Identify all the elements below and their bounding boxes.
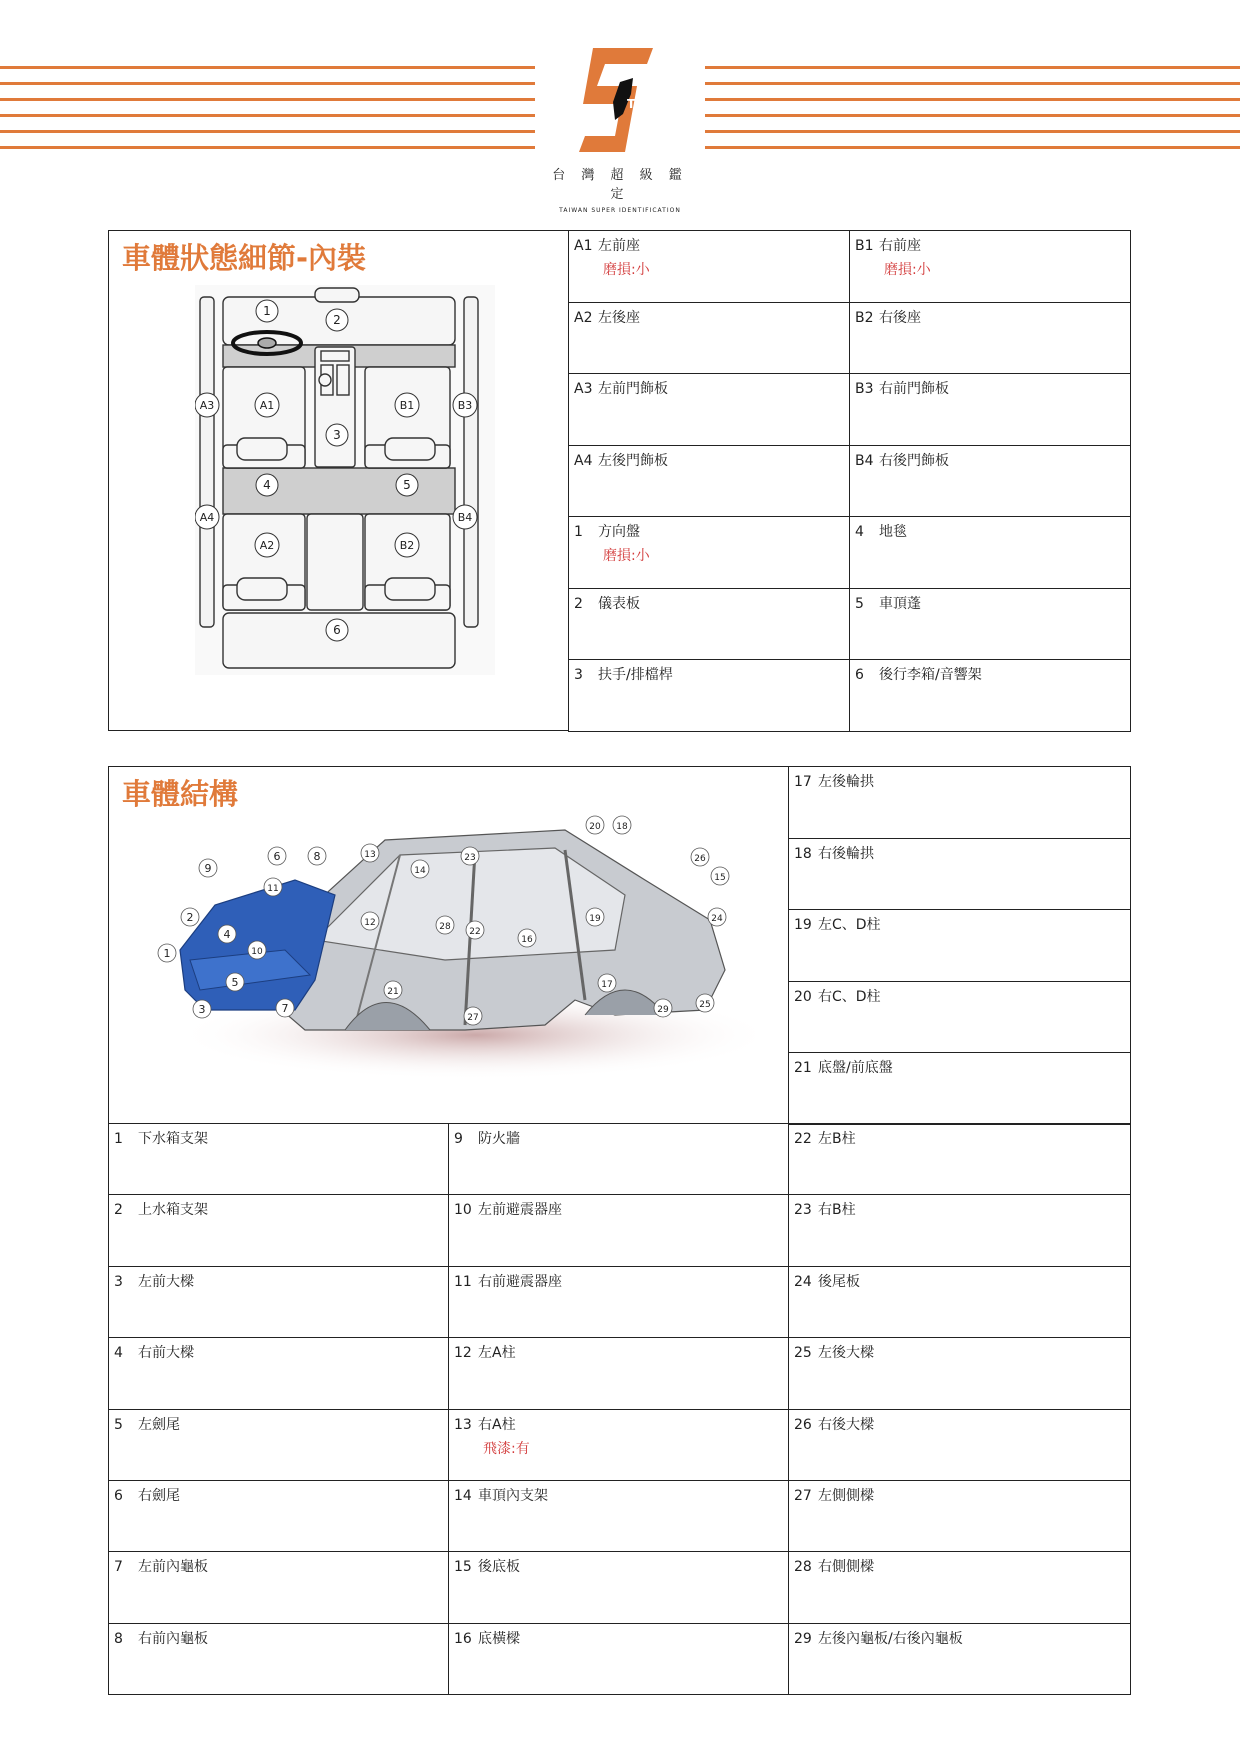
inspection-item (574, 521, 843, 541)
inspection-cell (789, 1266, 1131, 1337)
structure-marker-23 (461, 847, 479, 865)
item-label: 左前大樑 (138, 1273, 194, 1290)
svg-text:6: 6 (273, 850, 281, 863)
inspection-cell (569, 445, 850, 517)
interior-marker-a4 (195, 505, 219, 529)
item-label: 左劍尾 (138, 1416, 180, 1433)
svg-text:28: 28 (439, 922, 451, 932)
interior-marker-b1 (395, 393, 419, 417)
item-label: 右B柱 (818, 1202, 856, 1219)
inspection-cell (109, 1623, 449, 1694)
interior-marker-a2 (255, 533, 279, 557)
svg-text:B3: B3 (457, 399, 473, 412)
inspection-item (855, 521, 1124, 541)
table-row (569, 660, 1131, 732)
item-label: 右側側樑 (818, 1559, 874, 1576)
logo-name-en: TAIWAN SUPER IDENTIFICATION (559, 207, 681, 214)
item-number: 13 (454, 1416, 472, 1433)
inspection-cell (789, 1552, 1131, 1623)
svg-text:19: 19 (589, 914, 601, 924)
table-row (569, 588, 1131, 660)
item-number: 9 (454, 1131, 463, 1147)
inspection-item (794, 843, 1124, 863)
table-row (569, 231, 1131, 303)
svg-text:21: 21 (387, 987, 399, 997)
inspection-cell (789, 910, 1131, 982)
inspection-item (855, 235, 1124, 255)
inspection-cell (109, 1552, 449, 1623)
svg-text:17: 17 (601, 980, 613, 990)
structure-marker-24 (708, 908, 726, 926)
inspection-item (454, 1628, 782, 1648)
item-number: B1 (855, 238, 874, 254)
table-row (109, 1552, 1131, 1623)
svg-text:25: 25 (699, 1000, 711, 1010)
structure-marker-6 (268, 847, 286, 865)
item-number: 10 (454, 1202, 472, 1219)
inspection-item (855, 593, 1124, 613)
inspection-item (454, 1556, 782, 1576)
inspection-item (574, 235, 843, 255)
inspection-item (454, 1342, 782, 1362)
inspection-item (574, 664, 843, 684)
inspection-cell (109, 1480, 449, 1551)
structure-marker-21 (384, 981, 402, 999)
item-label: 上水箱支架 (138, 1202, 208, 1219)
table-row (789, 981, 1131, 1053)
damage-note: 磨損:小 (884, 262, 931, 278)
item-number: 12 (454, 1345, 472, 1362)
item-number: 7 (114, 1559, 123, 1576)
item-label: 左C、D柱 (818, 917, 881, 933)
item-label: 左前內龜板 (138, 1559, 208, 1576)
inspection-cell (789, 1195, 1131, 1266)
item-label: 左A柱 (478, 1345, 516, 1362)
table-row (109, 1623, 1131, 1694)
item-label: 左側側樑 (818, 1487, 874, 1504)
inspection-item (855, 378, 1124, 398)
item-number: 22 (794, 1131, 812, 1147)
inspection-item (855, 450, 1124, 470)
svg-text:12: 12 (364, 918, 376, 928)
interior-marker-b2 (395, 533, 419, 557)
item-label: 右後輪拱 (818, 845, 874, 862)
item-number: 6 (114, 1487, 123, 1504)
item-label: 左前門飾板 (598, 381, 668, 397)
item-label: 儀表板 (598, 595, 640, 612)
svg-text:13: 13 (364, 850, 376, 860)
interior-marker-5 (396, 474, 418, 496)
structure-section-title: 車體結構 (122, 777, 239, 811)
structure-marker-5 (226, 973, 244, 991)
inspection-item (114, 1556, 442, 1576)
svg-text:10: 10 (251, 947, 263, 957)
item-number: 23 (794, 1202, 812, 1219)
structure-marker-8 (308, 847, 326, 865)
item-number: 5 (114, 1416, 123, 1433)
structure-marker-26 (691, 848, 709, 866)
inspection-cell (449, 1195, 789, 1266)
header-stripes-left (0, 66, 535, 162)
item-number: 19 (794, 917, 812, 933)
inspection-cell (449, 1338, 789, 1409)
svg-text:4: 4 (223, 928, 231, 941)
inspection-item (794, 986, 1124, 1006)
inspection-cell (789, 767, 1131, 839)
item-label: 車頂內支架 (478, 1487, 548, 1504)
item-label: 右前門飾板 (879, 381, 949, 397)
inspection-item (855, 664, 1124, 684)
item-number: 28 (794, 1559, 812, 1576)
item-label: 右前避震器座 (478, 1273, 562, 1290)
inspection-item (454, 1128, 782, 1148)
inspection-cell (449, 1480, 789, 1551)
inspection-item (574, 450, 843, 470)
inspection-cell (850, 445, 1131, 517)
item-number: 24 (794, 1273, 812, 1290)
interior-marker-b3 (453, 393, 477, 417)
inspection-item (574, 593, 843, 613)
inspection-cell (850, 588, 1131, 660)
item-number: B4 (855, 452, 874, 469)
inspection-cell (789, 1409, 1131, 1480)
item-label: 右前座 (879, 238, 921, 254)
item-label: 左後內龜板/右後內龜板 (818, 1630, 963, 1647)
svg-text:7: 7 (281, 1002, 289, 1015)
svg-text:A1: A1 (259, 399, 275, 412)
item-number: 20 (794, 988, 812, 1005)
interior-marker-3 (326, 424, 348, 446)
item-label: 左B柱 (818, 1131, 856, 1147)
svg-text:1: 1 (263, 304, 271, 318)
table-row (789, 910, 1131, 982)
inspection-item (114, 1128, 442, 1148)
item-label: 右前內龜板 (138, 1630, 208, 1647)
table-row (789, 838, 1131, 910)
svg-text:A3: A3 (199, 399, 215, 412)
inspection-item (114, 1414, 442, 1434)
item-number: A2 (574, 309, 593, 326)
item-number: 16 (454, 1630, 472, 1647)
item-label: 左前避震器座 (478, 1202, 562, 1219)
svg-text:20: 20 (589, 822, 601, 832)
svg-text:14: 14 (414, 866, 426, 876)
item-label: 左後座 (598, 309, 640, 326)
interior-layout-diagram (195, 285, 495, 675)
inspection-cell (850, 660, 1131, 732)
damage-note: 磨損:小 (603, 262, 650, 278)
svg-text:29: 29 (657, 1005, 669, 1015)
logo-name-cn: 台 灣 超 級 鑑 定 (552, 168, 688, 202)
item-label: 扶手/排檔桿 (598, 667, 673, 683)
inspection-cell (109, 1338, 449, 1409)
item-number: A3 (574, 381, 593, 397)
svg-text:24: 24 (711, 914, 723, 924)
svg-text:4: 4 (263, 478, 271, 492)
inspection-cell (850, 517, 1131, 589)
svg-text:TSI: TSI (627, 97, 649, 111)
inspection-cell (789, 838, 1131, 910)
svg-text:23: 23 (464, 853, 476, 863)
svg-text:A2: A2 (259, 539, 275, 552)
damage-note: 磨損:小 (603, 548, 650, 564)
svg-text:8: 8 (313, 850, 321, 863)
inspection-cell (109, 1195, 449, 1266)
inspection-item (794, 1414, 1124, 1434)
item-number: 3 (114, 1273, 123, 1290)
structure-marker-11 (264, 878, 282, 896)
inspection-item (794, 1199, 1124, 1219)
inspection-cell (850, 231, 1131, 303)
inspection-cell (109, 1266, 449, 1337)
svg-text:3: 3 (198, 1003, 206, 1016)
svg-text:26: 26 (694, 854, 706, 864)
table-row (569, 517, 1131, 589)
item-number: 11 (454, 1273, 472, 1290)
item-label: 下水箱支架 (138, 1131, 208, 1147)
svg-text:5: 5 (403, 478, 411, 492)
header-stripes-right (705, 66, 1240, 162)
svg-text:15: 15 (714, 873, 726, 883)
inspection-cell (109, 1124, 449, 1195)
item-label: 右C、D柱 (818, 988, 881, 1005)
item-number: 3 (574, 667, 583, 683)
item-label: 右A柱 (478, 1416, 516, 1433)
table-row (109, 1266, 1131, 1337)
item-label: 左後大樑 (818, 1345, 874, 1362)
interior-marker-1 (256, 300, 278, 322)
inspection-cell (569, 374, 850, 446)
inspection-item (114, 1271, 442, 1291)
interior-section-title: 車體狀態細節-內裝 (122, 241, 367, 275)
inspection-cell (789, 1623, 1131, 1694)
structure-marker-25 (696, 994, 714, 1012)
inspection-item (794, 914, 1124, 934)
interior-marker-4 (256, 474, 278, 496)
inspection-item (454, 1485, 782, 1505)
item-label: 底盤/前底盤 (818, 1060, 893, 1076)
item-number: 17 (794, 774, 812, 790)
interior-table (568, 230, 1131, 732)
inspection-cell (569, 588, 850, 660)
car-body-structure-diagram (145, 800, 755, 1100)
item-number: 4 (855, 524, 864, 540)
inspection-cell (569, 517, 850, 589)
inspection-item (454, 1199, 782, 1219)
inspection-cell (850, 374, 1131, 446)
structure-marker-19 (586, 908, 604, 926)
inspection-cell (449, 1623, 789, 1694)
item-label: 車頂蓬 (879, 595, 921, 612)
item-number: 15 (454, 1559, 472, 1576)
structure-marker-27 (464, 1007, 482, 1025)
tsi-logo-mark (575, 42, 665, 160)
interior-marker-6 (326, 619, 348, 641)
structure-marker-14 (411, 860, 429, 878)
item-label: 右劍尾 (138, 1487, 180, 1504)
table-row (109, 1409, 1131, 1480)
item-number: 25 (794, 1345, 812, 1362)
table-row (109, 1338, 1131, 1409)
item-label: 右後門飾板 (879, 452, 949, 469)
structure-marker-15 (711, 867, 729, 885)
item-label: 左後門飾板 (598, 452, 668, 469)
inspection-cell (789, 981, 1131, 1053)
inspection-item (794, 1342, 1124, 1362)
inspection-cell (850, 302, 1131, 374)
structure-marker-28 (436, 916, 454, 934)
structure-marker-2 (181, 908, 199, 926)
structure-marker-10 (248, 941, 266, 959)
inspection-item (574, 307, 843, 327)
item-number: 18 (794, 845, 812, 862)
item-label: 方向盤 (598, 524, 640, 540)
company-logo (548, 42, 692, 214)
table-row (109, 1195, 1131, 1266)
item-number: A1 (574, 238, 593, 254)
table-row (789, 767, 1131, 839)
svg-text:1: 1 (163, 947, 171, 960)
item-number: 4 (114, 1345, 123, 1362)
item-number: 5 (855, 595, 864, 612)
table-row (109, 1480, 1131, 1551)
item-number: 1 (114, 1131, 123, 1147)
inspection-cell (449, 1266, 789, 1337)
inspection-item (794, 1628, 1124, 1648)
item-number: B2 (855, 309, 874, 326)
inspection-item (794, 1485, 1124, 1505)
item-label: 右後大樑 (818, 1416, 874, 1433)
inspection-cell (789, 1124, 1131, 1195)
inspection-item (794, 1128, 1124, 1148)
svg-text:B4: B4 (457, 511, 473, 524)
item-number: 8 (114, 1630, 123, 1647)
inspection-cell (569, 660, 850, 732)
item-number: A4 (574, 452, 593, 469)
svg-text:9: 9 (204, 862, 212, 875)
svg-text:18: 18 (616, 822, 628, 832)
structure-marker-12 (361, 912, 379, 930)
inspection-item (794, 1556, 1124, 1576)
inspection-item (574, 378, 843, 398)
item-label: 左前座 (598, 238, 640, 254)
inspection-item (114, 1628, 442, 1648)
svg-text:16: 16 (521, 935, 533, 945)
structure-marker-22 (466, 921, 484, 939)
inspection-cell (569, 302, 850, 374)
structure-marker-9 (199, 859, 217, 877)
item-label: 後底板 (478, 1559, 520, 1576)
inspection-item (855, 307, 1124, 327)
inspection-item (454, 1271, 782, 1291)
interior-marker-a1 (255, 393, 279, 417)
structure-marker-3 (193, 1000, 211, 1018)
inspection-cell (569, 231, 850, 303)
inspection-cell (449, 1124, 789, 1195)
inspection-cell (449, 1552, 789, 1623)
structure-marker-1 (158, 944, 176, 962)
svg-text:22: 22 (469, 927, 481, 937)
item-label: 右前大樑 (138, 1345, 194, 1362)
svg-text:5: 5 (231, 976, 239, 989)
structure-side-table (788, 766, 1131, 1125)
inspection-item (794, 1271, 1124, 1291)
structure-marker-17 (598, 974, 616, 992)
item-label: 後尾板 (818, 1273, 860, 1290)
item-number: 21 (794, 1060, 812, 1076)
svg-text:27: 27 (467, 1013, 479, 1023)
svg-text:11: 11 (267, 884, 279, 894)
structure-table (108, 1123, 1131, 1695)
structure-marker-16 (518, 929, 536, 947)
table-row (569, 374, 1131, 446)
structure-marker-29 (654, 999, 672, 1017)
svg-text:2: 2 (186, 911, 194, 924)
item-label: 防火牆 (478, 1131, 520, 1147)
item-number: 29 (794, 1630, 812, 1647)
svg-text:A4: A4 (199, 511, 215, 524)
table-row (789, 1053, 1131, 1125)
item-label: 左後輪拱 (818, 774, 874, 790)
inspection-cell (109, 1409, 449, 1480)
item-label: 右後座 (879, 309, 921, 326)
inspection-cell (449, 1409, 789, 1480)
table-row (569, 445, 1131, 517)
inspection-cell (789, 1338, 1131, 1409)
inspection-item (114, 1485, 442, 1505)
inspection-cell (789, 1053, 1131, 1125)
inspection-item (114, 1342, 442, 1362)
item-label: 後行李箱/音響架 (879, 667, 982, 683)
item-number: 2 (114, 1202, 123, 1219)
svg-text:B1: B1 (399, 399, 415, 412)
interior-marker-b4 (453, 505, 477, 529)
structure-marker-7 (276, 999, 294, 1017)
inspection-item (114, 1199, 442, 1219)
structure-marker-4 (218, 925, 236, 943)
item-number: B3 (855, 381, 874, 397)
damage-note: 飛漆:有 (483, 1440, 530, 1457)
svg-text:3: 3 (333, 428, 341, 442)
svg-text:2: 2 (333, 313, 341, 327)
structure-marker-18 (613, 816, 631, 834)
interior-marker-2 (326, 309, 348, 331)
inspection-item (794, 1057, 1124, 1077)
item-number: 1 (574, 524, 583, 540)
inspection-item (794, 771, 1124, 791)
item-label: 底橫樑 (478, 1630, 520, 1647)
item-number: 2 (574, 595, 583, 612)
item-number: 14 (454, 1487, 472, 1504)
svg-text:B2: B2 (399, 539, 415, 552)
table-row (569, 302, 1131, 374)
item-number: 6 (855, 667, 864, 683)
item-number: 26 (794, 1416, 812, 1433)
interior-marker-a3 (195, 393, 219, 417)
item-label: 地毯 (879, 524, 907, 540)
structure-marker-20 (586, 816, 604, 834)
table-row (109, 1124, 1131, 1195)
structure-marker-13 (361, 844, 379, 862)
inspection-cell (789, 1480, 1131, 1551)
svg-text:6: 6 (333, 623, 341, 637)
item-number: 27 (794, 1487, 812, 1504)
inspection-item (454, 1414, 782, 1434)
